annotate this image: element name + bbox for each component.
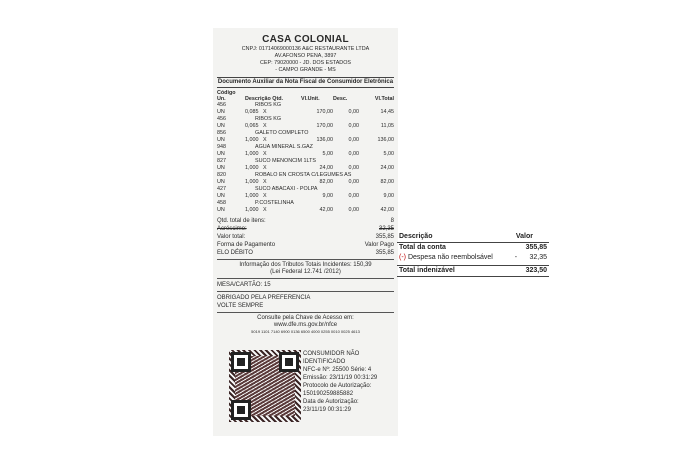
item-total: 14,45 [380, 109, 394, 115]
item-qty: 1,000 [245, 165, 259, 171]
store-header-line: - CAMPO GRANDE - MS [275, 67, 336, 73]
divider [217, 291, 394, 292]
item-code: 827 [217, 158, 226, 164]
item-total: 42,00 [380, 207, 394, 213]
item-description: RIBOS KG [255, 102, 282, 108]
acrescimo-value: 32,35 [378, 226, 394, 232]
qr-finder [231, 352, 251, 372]
item-code: 820 [217, 172, 226, 178]
item-times: X [263, 179, 267, 185]
column-header: Desc. [333, 96, 348, 102]
item-qty-cell [245, 151, 301, 158]
tributos-line: Informação dos Tributos Totais Incidentes: 150,39 [239, 262, 372, 268]
item-times: X [263, 137, 267, 143]
item-values-row [217, 207, 394, 214]
valor-pago-label: Valor Pago [364, 242, 394, 248]
despesa-value: 32,35 [529, 254, 547, 261]
summary-col-desc: Descrição [399, 233, 433, 240]
store-header-line: CEP: 79020000 - JD. DOS ESTADOS [260, 60, 351, 66]
despesa-dash: - [514, 254, 518, 261]
store-header-line: CNPJ: 01714069000136 A&C RESTAURANTE LTDA [241, 46, 370, 52]
item-qty-cell [245, 193, 301, 200]
valor-total-value: 355,85 [375, 234, 394, 240]
qr-finder [231, 400, 251, 420]
qr-finder [279, 352, 299, 372]
column-header: Descrição Qtd. [245, 96, 284, 102]
store-name: CASA COLONIAL [262, 34, 349, 45]
nfce-line: CONSUMIDOR NÃO [303, 351, 360, 357]
total-indenizavel-row [397, 265, 549, 277]
total-indenizavel-value: 323,50 [525, 267, 547, 274]
nfce-line: Emissão: 23/11/19 00:31:29 [303, 375, 378, 381]
item-description: P.COSTELINHA [255, 200, 294, 206]
item-times: X [263, 151, 267, 157]
despesa-row [397, 253, 549, 263]
payment-value: 355,85 [375, 250, 394, 256]
receipt [213, 28, 398, 436]
nfce-line: NFC-e Nº: 25500 Série: 4 [303, 367, 372, 373]
item-unit: UN [217, 193, 225, 199]
item-unit-price: 24,00 [319, 165, 333, 171]
obrigado-line: OBRIGADO PELA PREFERENCIA [217, 295, 311, 301]
item-unit-price: 136,00 [316, 137, 333, 143]
item-values-row [217, 165, 394, 172]
item-values-row [217, 193, 394, 200]
items-table [217, 90, 394, 214]
item-qty-cell [245, 207, 301, 214]
payment-method: ELO DÉBITO [217, 250, 253, 256]
item-code: 948 [217, 144, 226, 150]
nfce-line: 150190259885882 [303, 391, 354, 397]
item-unit-price: 170,00 [316, 123, 333, 129]
column-header: Vl.Total [374, 96, 394, 102]
total-indenizavel-label: Total indenizável [399, 267, 455, 274]
forma-row [217, 241, 394, 249]
item-description: SUCO ABACAXI - POLPA [255, 186, 318, 192]
tributos-law: (Lei Federal 12.741 /2012) [270, 269, 341, 275]
store-header-line: AV.AFONSO PENA, 3897 [274, 53, 337, 59]
item-description: SUCO MENONCIM 1LTS [255, 158, 316, 164]
item-total: 136,00 [377, 137, 394, 143]
acrescimo-row [217, 225, 394, 233]
item-times: X [263, 165, 267, 171]
item-values-row [217, 109, 394, 116]
qtd-label: Qtd. total de itens: [217, 218, 266, 224]
item-qty: 1,000 [245, 179, 259, 185]
total-conta-label: Total da conta [399, 244, 446, 251]
item-description-row [217, 172, 394, 179]
item-total: 24,00 [380, 165, 394, 171]
item-qty: 1,000 [245, 207, 259, 213]
item-times: X [263, 193, 267, 199]
item-unit-price: 9,00 [322, 193, 333, 199]
item-total: 9,00 [383, 193, 394, 199]
nfce-info [303, 350, 395, 414]
item-values-row [217, 151, 394, 158]
item-unit-price: 42,00 [319, 207, 333, 213]
item-times: X [263, 109, 267, 115]
item-description: ROBALO EN CROSTA C/LEGUMES AS [255, 172, 352, 178]
acrescimo-label: Acréscimo: [217, 226, 247, 232]
payment-row [217, 249, 394, 257]
nfce-line: Data de Autorização: [303, 399, 359, 405]
item-qty-cell [245, 123, 301, 130]
consulte-url: www.dfe.ms.gov.br/nfce [273, 322, 338, 328]
summary-header [397, 232, 549, 243]
item-total: 11,05 [380, 123, 394, 129]
column-header: Vl.Unit. [301, 96, 320, 102]
column-header: Código Un. [217, 90, 236, 102]
item-qty-cell [245, 179, 301, 186]
nfce-line: 23/11/19 00:31:29 [303, 407, 351, 413]
item-code: 456 [217, 102, 226, 108]
item-times: X [263, 207, 267, 213]
item-description: AGUA MINERAL S.GAZ [255, 144, 313, 150]
item-unit: UN [217, 179, 225, 185]
item-times: X [263, 123, 267, 129]
despesa-value-group [515, 253, 547, 263]
divider [217, 312, 394, 313]
item-unit: UN [217, 109, 225, 115]
item-description-row [217, 116, 394, 123]
receipt-summary [217, 217, 394, 257]
item-unit: UN [217, 151, 225, 157]
qtd-value: 8 [390, 218, 394, 224]
item-qty-cell [245, 137, 301, 144]
valor-total-label: Valor total: [217, 234, 246, 240]
item-qty: 0,085 [245, 109, 259, 115]
item-values-row [217, 179, 394, 186]
item-values-row [217, 123, 394, 130]
item-qty: 0,065 [245, 123, 259, 129]
nfce-line: Protocolo de Autorização: [303, 383, 372, 389]
item-discount: 0,00 [348, 123, 359, 129]
item-discount: 0,00 [348, 151, 359, 157]
item-discount: 0,00 [348, 109, 359, 115]
item-description-row [217, 102, 394, 109]
summary-col-valor: Valor [515, 233, 533, 240]
item-description-row [217, 144, 394, 151]
valor-total-row [217, 233, 394, 241]
volte-line: VOLTE SEMPRE [217, 303, 264, 309]
item-qty: 1,000 [245, 193, 259, 199]
nfce-line: IDENTIFICADO [303, 359, 346, 365]
item-discount: 0,00 [348, 207, 359, 213]
access-key: 5019 1101 7140 6900 0136 6500 4000 0255 0010 0025 4613 [251, 329, 360, 334]
item-unit-price: 5,00 [322, 151, 333, 157]
item-total: 82,00 [380, 179, 394, 185]
qtd-row [217, 217, 394, 225]
item-unit-price: 170,00 [316, 109, 333, 115]
item-discount: 0,00 [348, 137, 359, 143]
mesa-line: MESA/CARTÃO: 15 [217, 282, 271, 288]
despesa-label: Despesa não reembolsável [407, 254, 493, 261]
item-code: 456 [217, 116, 226, 122]
item-description-row [217, 158, 394, 165]
item-description-row [217, 200, 394, 207]
item-discount: 0,00 [348, 193, 359, 199]
reimbursement-summary [397, 232, 549, 277]
forma-label: Forma de Pagamento [217, 242, 276, 248]
item-discount: 0,00 [348, 179, 359, 185]
item-values-row [217, 137, 394, 144]
item-qty-cell [245, 109, 301, 116]
item-description-row [217, 186, 394, 193]
divider [217, 278, 394, 279]
total-conta-value: 355,85 [525, 244, 547, 251]
document-title: Documento Auxiliar da Nota Fiscal de Consumidor Eletrônica [217, 77, 394, 88]
item-total: 5,00 [383, 151, 394, 157]
item-qty: 1,000 [245, 137, 259, 143]
despesa-label-group [399, 253, 493, 263]
consulte-line: Consulte pela Chave de Acesso em: [257, 315, 354, 321]
item-code: 856 [217, 130, 226, 136]
divider [217, 259, 394, 260]
item-code: 427 [217, 186, 226, 192]
item-unit: UN [217, 123, 225, 129]
item-description: GALETO COMPLETO [255, 130, 309, 136]
item-discount: 0,00 [348, 165, 359, 171]
item-description: RIBOS KG [255, 116, 282, 122]
item-description-row [217, 130, 394, 137]
item-code: 458 [217, 200, 226, 206]
item-qty: 1,000 [245, 151, 259, 157]
item-unit: UN [217, 165, 225, 171]
despesa-sign: (-) [399, 254, 406, 261]
item-unit: UN [217, 137, 225, 143]
item-qty-cell [245, 165, 301, 172]
qr-code [229, 350, 301, 422]
item-unit-price: 82,00 [319, 179, 333, 185]
total-conta-row [397, 243, 549, 253]
item-unit: UN [217, 207, 225, 213]
